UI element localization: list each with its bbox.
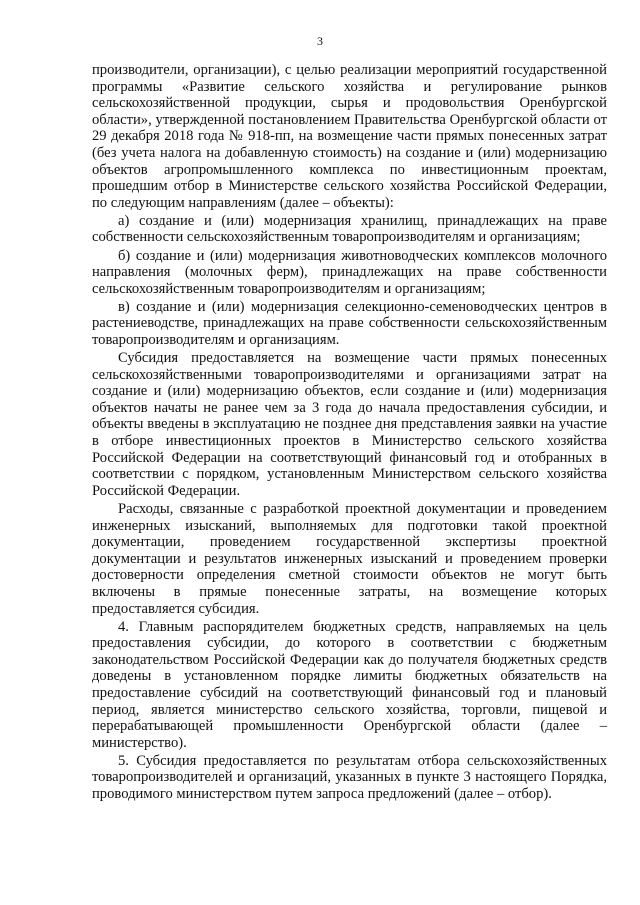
document-body bbox=[92, 62, 607, 803]
clause-4: 4. Главным распорядителем бюджетных средств, направляемых на цель предоставления субсидии, до которого в соответствии с бюджетным законодательством Российской Федерации как до получателя бюджетных средств доведены в установленном порядке лимиты бюджетных обязательств на предоставление субсидий на соответствующий финансовый год и плановый период, является министерство сельского хозяйства, торговли, пищевой и перерабатывающей промышленности Оренбургской области (далее – министерство). bbox=[92, 618, 607, 751]
list-item-a: а) создание и (или) модернизация хранилищ, принадлежащих на праве собственности сельскохозяйственным товаропроизводителям и организациям; bbox=[92, 212, 607, 246]
clause-5: 5. Субсидия предоставляется по результатам отбора сельскохозяйственных товаропроизводителей и организаций, указанных в пункте 3 настоящего Порядка, проводимого министерством путем запроса предложений (далее – отбор). bbox=[92, 752, 607, 803]
page-number: 3 bbox=[317, 34, 323, 48]
paragraph-continuation: производители, организации), с целью реализации мероприятий государственной программы «Развитие сельского хозяйства и регулирование рынков сельскохозяйственной продукции, сырья и продовольствия Оренбургской области», утвержденной постановлением Правительства Оренбургской области от 29 декабря 2018 года № 918-пп, на возмещение части прямых понесенных затрат (без учета налога на добавленную стоимость) на создание и (или) модернизацию объектов агропромышленного комплекса по инвестиционным проектам, прошедшим отбор в Министерстве сельского хозяйства Российской Федерации, по следующим направлениям (далее – объекты): bbox=[92, 62, 607, 211]
list-item-c: в) создание и (или) модернизация селекционно-семеноводческих центров в растениеводстве, принадлежащих на праве собственности сельскохозяйственным товаропроизводителям и организациям. bbox=[92, 298, 607, 348]
paragraph-expenses: Расходы, связанные с разработкой проектной документации и проведением инженерных изысканий, выполняемых для подготовки такой проектной документации, проведением государственной экспертизы проектной документации и результатов инженерных изысканий и проведением проверки достоверности определения сметной стоимости объектов не могут быть включены в прямые понесенные затраты, на возмещение которых предоставляется субсидия. bbox=[92, 500, 607, 617]
list-item-b: б) создание и (или) модернизация животноводческих комплексов молочного направления (молочных ферм), принадлежащих на праве собственности сельскохозяйственным товаропроизводителям и организациям; bbox=[92, 247, 607, 297]
paragraph-subsidy: Субсидия предоставляется на возмещение части прямых понесенных сельскохозяйственными товаропроизводителями и организациями затрат на создание и (или) модернизацию объектов, если создание и (или) модернизация объектов начаты не ранее чем за 3 года до начала предоставления субсидии, и объекты введены в эксплуатацию не позднее дня представления заявки на участие в отборе инвестиционных проектов в Министерство сельского хозяйства Российской Федерации на соответствующий финансовый год и отобранных в соответствии с порядком, установленным Министерством сельского хозяйства Российской Федерации. bbox=[92, 350, 607, 499]
